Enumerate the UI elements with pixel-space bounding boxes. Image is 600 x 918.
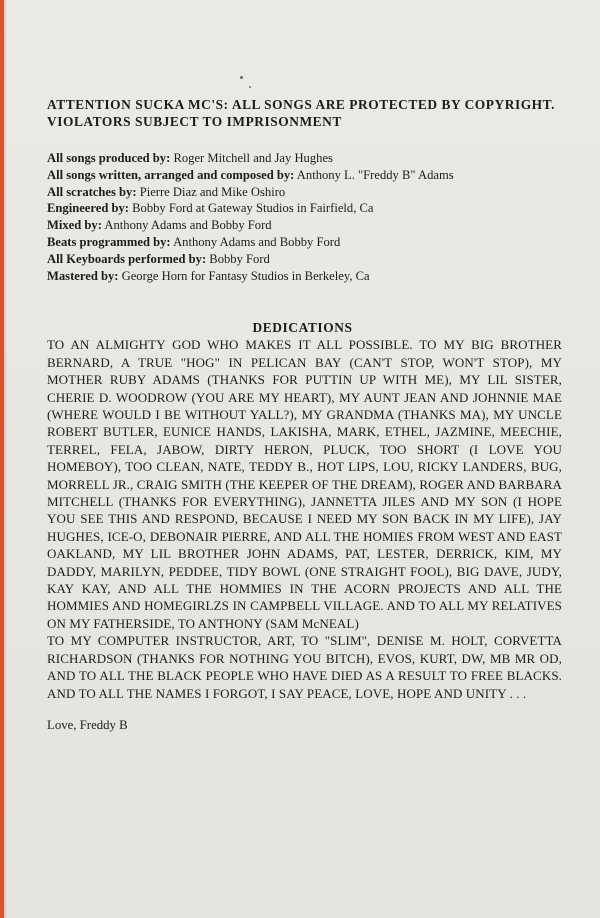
credit-line [47, 251, 562, 268]
credit-value: Bobby Ford at Gateway Studios in Fairfield, Ca [128, 201, 374, 216]
dedications-paragraph: TO AN ALMIGHTY GOD WHO MAKES IT ALL POSSIBLE. TO MY BIG BROTHER BERNARD, A TRUE "HOG" IN PELICAN BAY (CAN'T STOP, WON'T STOP), MY MOTHER RUBY ADAMS (THANKS FOR PUTTIN UP WITH ME), MY LIL SISTER, CHERIE D. WOODROW (YOU ARE MY HEART), MY AUNT JEAN AND JOHNNIE MAE (WHERE WOULD I BE WITHOUT YALL?), MY GRANDMA (THANKS MA), MY UNCLE ROBERT BUTLER, EUNICE HANDS, LAKISHA, MARK, ETHEL, JAZMINE, MEECHIE, TERREL, FELA, JABOW, DIRTY HERON, PLUCK, TOO SHORT (I LOVE YOU HOMEBOY), TOO CLEAN, NATE, TEDDY B., HOT LIPS, LOU, RICKY LANDERS, BUG, MORRELL JR., CRAIG SMITH (THE KEEPER OF THE DREAM), ROGER AND BARBARA MITCHELL (THANKS FOR EVERYTHING), JANNETTA JILES AND MY SON (I HOPE YOU SEE THIS AND RESPOND, BECAUSE I NEED MY SON BACK IN MY LIFE), JAY HUGHES, ICE-O, DEBONAIR PIERRE, AND ALL THE HOMIES FROM WEST AND EAST OAKLAND, MY LIL BROTHER JOHN ADAMS, PAT, LESTER, DERRICK, KIM, MY DADDY, MARILYN, PEDDEE, TIDY BOWL (ONE STRAIGHT FOOL), BIG DAVE, JUDY, KAY KAY, AND ALL THE HOMMIES IN THE ACORN PROJECTS AND ALL THE HOMMIES AND HOMEGIRLZS IN CAMPBELL VILLAGE. AND TO ALL MY RELATIVES ON MY FATHERSIDE, TO ANTHONY (SAM McNEAL) [47, 337, 562, 631]
credit-role: Mixed by: [47, 218, 102, 233]
credit-value: George Horn for Fantasy Studios in Berkeley, Ca [118, 268, 370, 283]
credit-line [47, 167, 562, 184]
cover-edge-shadow [4, 0, 7, 918]
credit-line [47, 184, 562, 201]
dedications-paragraph: TO MY COMPUTER INSTRUCTOR, ART, TO "SLIM", DENISE M. HOLT, CORVETTA RICHARDSON (THANKS FOR NOTHING YOU BITCH), EVOS, KURT, DW, MB MR OD, AND TO ALL THE BLACK PEOPLE WHO HAVE DIED AS A RESULT TO FREE BLACKS. AND TO ALL THE NAMES I FORGOT, I SAY PEACE, LOVE, HOPE AND UNITY . . . [47, 633, 562, 701]
credit-value: Roger Mitchell and Jay Hughes [170, 151, 333, 165]
credit-value: Anthony Adams and Bobby Ford [170, 234, 341, 249]
credit-role: All songs written, arranged and composed by: [47, 167, 295, 182]
copyright-warning: ATTENTION SUCKA MC'S: ALL SONGS ARE PROTECTED BY COPYRIGHT. VIOLATORS SUBJECT TO IMPRISONMENT [47, 97, 556, 129]
credit-line [47, 150, 562, 167]
credit-value: Anthony Adams and Bobby Ford [101, 218, 272, 233]
credit-line [47, 200, 562, 217]
credit-value: Bobby Ford [206, 251, 270, 266]
credit-role: Engineered by: [47, 201, 129, 216]
credit-line [47, 234, 562, 251]
credit-value: Pierre Diaz and Mike Oshiro [136, 184, 286, 199]
credit-role: All scratches by: [47, 184, 137, 199]
credit-role: All Keyboards performed by: [47, 251, 207, 266]
credit-role: Beats programmed by: [47, 234, 171, 249]
print-speck [249, 86, 251, 88]
print-speck [240, 76, 243, 79]
credit-value: Anthony L. "Freddy B" Adams [294, 167, 454, 182]
liner-notes-content [47, 96, 562, 733]
dedications-body [47, 336, 562, 702]
dedications-heading: DEDICATIONS [252, 320, 353, 336]
credit-role: Mastered by: [47, 268, 119, 283]
credit-role: All songs produced by: [47, 151, 171, 165]
credits-list [47, 150, 562, 284]
signoff: Love, Freddy B [47, 717, 128, 732]
credit-line [47, 268, 562, 285]
credit-line [47, 217, 562, 234]
